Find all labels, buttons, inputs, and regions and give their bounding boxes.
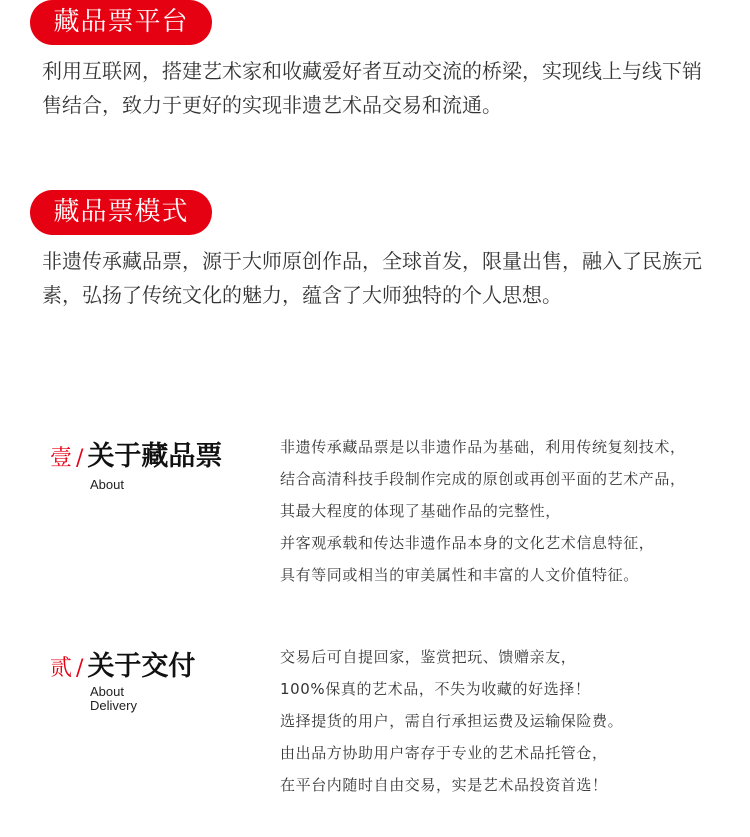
- platform-title-badge: 藏品票平台: [30, 0, 212, 45]
- delivery-line: 交易后可自提回家，鉴赏把玩、馈赠亲友，: [280, 648, 577, 666]
- about-text-list: [280, 431, 740, 591]
- mode-title-badge: 藏品票模式: [30, 190, 212, 235]
- delivery-heading: 关于交付: [87, 651, 196, 682]
- delivery-line: 由出品方协助用户寄存于专业的艺术品托管仓，: [280, 744, 608, 762]
- delivery-subtitle-line: Delivery: [90, 698, 137, 713]
- delivery-subtitle: [90, 685, 137, 713]
- about-heading: 关于藏品票: [87, 441, 223, 472]
- about-subtitle: About: [90, 477, 124, 492]
- about-line: 非遗传承藏品票是以非遗作品为基础，利用传统复刻技术，: [280, 438, 686, 456]
- delivery-text-list: [280, 641, 740, 801]
- platform-description: 利用互联网，搭建艺术家和收藏爱好者互动交流的桥梁，实现线上与线下销售结合，致力于更好的实现非遗艺术品交易和流通。: [42, 59, 702, 117]
- delivery-slash: /: [76, 656, 84, 681]
- delivery-subtitle-line: About: [90, 684, 124, 699]
- about-section-title: [50, 434, 222, 474]
- about-line: 具有等同或相当的审美属性和丰富的人文价值特征。: [280, 566, 639, 584]
- about-line: 其最大程度的体现了基础作品的完整性，: [280, 502, 561, 520]
- delivery-line: 100%保真的艺术品，不失为收藏的好选择！: [280, 680, 591, 698]
- about-line: 并客观承载和传达非遗作品本身的文化艺术信息特征，: [280, 534, 655, 552]
- mode-description: 非遗传承藏品票，源于大师原创作品，全球首发，限量出售，融入了民族元素，弘扬了传统文化的魅力，蕴含了大师独特的个人思想。: [42, 249, 702, 307]
- delivery-line: 选择提货的用户，需自行承担运费及运输保险费。: [280, 712, 624, 730]
- delivery-line: 在平台内随时自由交易，实是艺术品投资首选！: [280, 776, 608, 794]
- about-slash: /: [76, 446, 84, 471]
- delivery-section-title: [50, 644, 195, 684]
- about-number: 壹: [50, 446, 73, 471]
- delivery-number: 贰: [50, 656, 73, 681]
- about-line: 结合高清科技手段制作完成的原创或再创平面的艺术产品，: [280, 470, 686, 488]
